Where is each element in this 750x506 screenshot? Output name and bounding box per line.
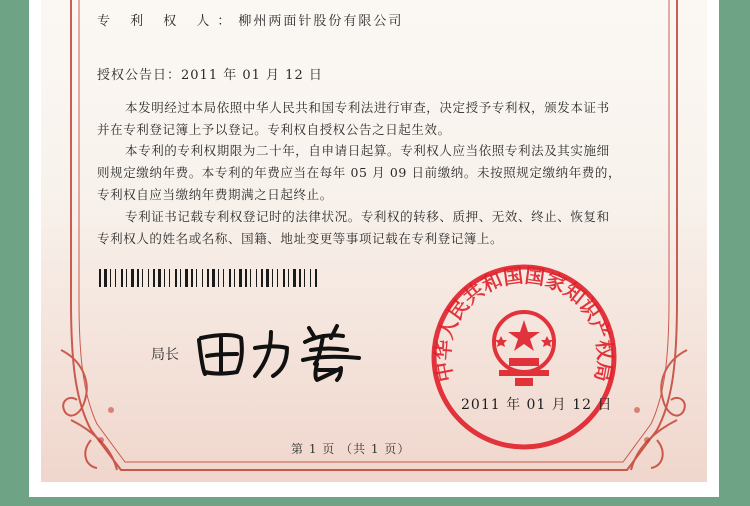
announcement-date-line <box>97 64 323 83</box>
patentee-label: 专 利 权 人： <box>97 14 239 29</box>
director-signature <box>191 318 391 384</box>
national-emblem-icon <box>494 312 554 386</box>
certificate-frame <box>29 0 719 497</box>
director-title: 局长 <box>151 347 179 363</box>
paragraph-legal-status <box>97 206 657 250</box>
paragraph-grant <box>97 97 657 141</box>
official-seal <box>429 262 619 452</box>
paragraph-grant-line-2: 并在专利登记簿上予以登记。专利权自授权公告之日起生效。 <box>97 122 451 137</box>
barcode <box>99 269 319 287</box>
paragraph-legal-line-1: 专利证书记载专利权登记时的法律状况。专利权的转移、质押、无效、终止、恢复和 <box>125 209 610 224</box>
seal-date: 2011 年 01 月 12 日 <box>461 397 613 413</box>
patent-certificate <box>41 0 707 482</box>
announcement-label: 授权公告日： <box>97 68 182 83</box>
paragraph-term-line-2: 则规定缴纳年费。本专利的年费应当在每年 05 月 09 日前缴纳。未按照规定缴纳年费的， <box>97 165 622 180</box>
paragraph-term-line-1: 本专利的专利权期限为二十年，自申请日起算。专利权人应当依照专利法及其实施细 <box>125 143 610 158</box>
patentee-value: 柳州两面针股份有限公司 <box>238 14 404 29</box>
paragraph-term <box>97 140 657 206</box>
paragraph-grant-line-1: 本发明经过本局依照中华人民共和国专利法进行审查，决定授予专利权，颁发本证书 <box>125 100 610 115</box>
paragraph-term-line-3: 专利权自应当缴纳年费期满之日起终止。 <box>97 187 333 202</box>
page-number: 第 1 页 （共 1 页） <box>291 442 411 456</box>
announcement-value: 2011 年 01 月 12 日 <box>181 68 323 83</box>
seal-text: 中华人民共和国国家知识产权局 <box>430 263 618 384</box>
paragraph-legal-line-2: 专利权人的姓名或名称、国籍、地址变更等事项记载在专利登记簿上。 <box>97 231 504 246</box>
patentee-line <box>97 10 403 29</box>
